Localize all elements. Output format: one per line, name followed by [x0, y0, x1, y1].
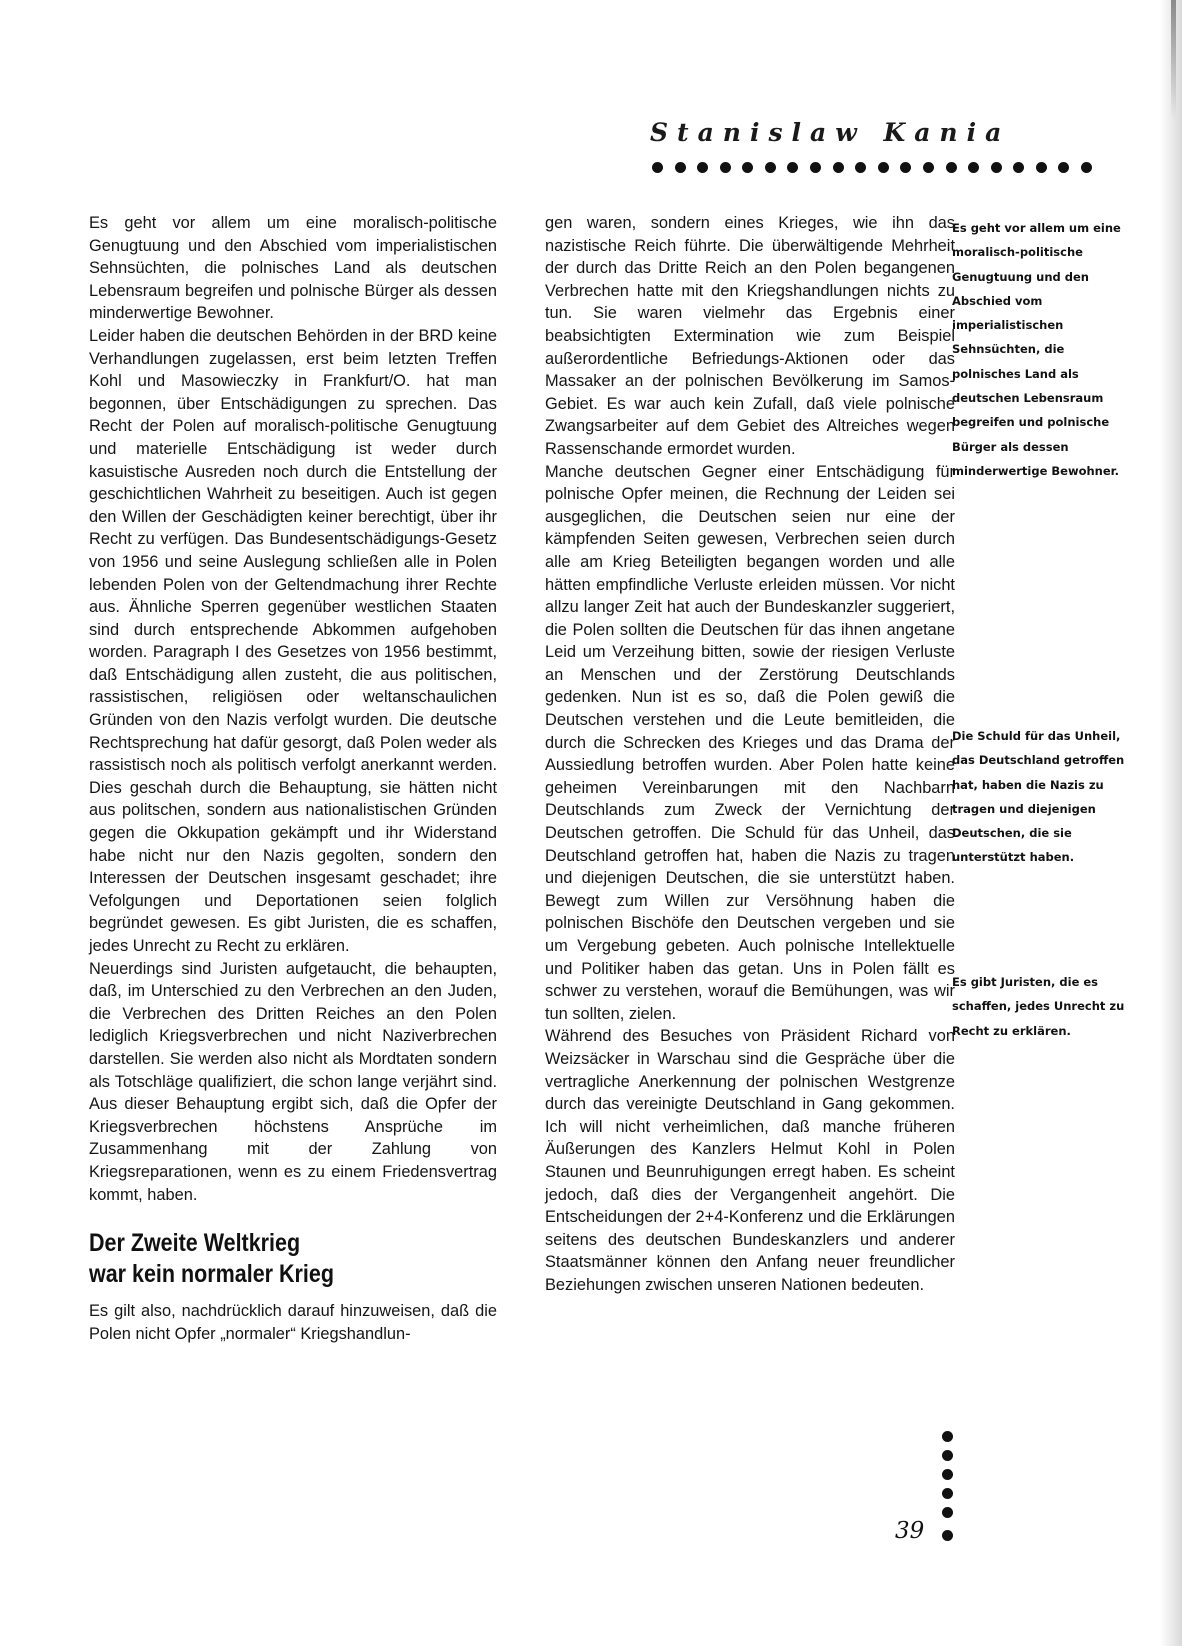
page-number-dot [942, 1530, 953, 1541]
page-edge-shadow [1160, 0, 1182, 1646]
pull-quote-2: Die Schuld für das Unheil, das Deutschland getroffen hat, haben die Nazis zu tragen und diejenigen Deutschen, die sie unterstützt haben. [952, 729, 1125, 865]
page-number: 39 [895, 1518, 925, 1544]
pull-quote-1: Es geht vor allem um eine moralisch-politische Genugtuung und den Abschied vom imperialistischen Sehnsüchten, die polnisches Land als deutschen Lebensraum begreifen und polnische Bürger als dessen minderwertige Bewohner. [952, 221, 1121, 478]
pull-quote-3: Es gibt Juristen, die es schaffen, jedes Unrecht zu Recht zu erklären. [952, 975, 1125, 1038]
dotted-rule [652, 160, 1092, 174]
body-paragraph: Neuerdings sind Juristen aufgetaucht, die behaupten, daß, im Unterschied zu den Verbrechen an den Juden, die Verbrechen des Dritten Reiches an den Polen lediglich Kriegsverbrechen und nicht Naziverbrechen darstellen. Sie werden also nicht als Mordtaten sondern als Totschläge qualifiziert, die schon lange verjährt sind. Aus dieser Behauptung ergibt sich, daß die Opfer der Kriegsverbrechen höchstens Ansprüche im Zusammenhang mit der Zahlung von Kriegsreparationen, wenn es zu einem Friedensvertrag kommt, haben. [89, 959, 497, 1204]
section-heading-line-2: war kein normaler Krieg [89, 1260, 334, 1289]
article-column-left [89, 212, 497, 1345]
section-heading [89, 1228, 493, 1290]
body-paragraph: Manche deutschen Gegner einer Entschädigung für polnische Opfer meinen, die Rechnung der Leiden sei ausgeglichen, die Deutschen seien nur eine der kämpfenden Seiten gewesen, Verbrechen seien durch alle am Krieg Beteiligten begangen worden und alle hätten empfindliche Verluste erleiden müssen. Vor nicht allzu langer Zeit hat auch der Bundeskanzler suggeriert, die Polen sollten die Deutschen für das ihnen angetane Leid um Verzeihung bitten, sowie der riesigen Verluste an Menschen und der Zerstörung Deutschlands gedenken. Nun ist es so, daß die Polen gewiß die Deutschen verstehen und die Leute bemitleiden, die durch die Schrecken des Krieges und das Drama der Aussiedlung betroffen wurden. Aber Polen hatte keine geheimen Vereinbarungen mit den Nachbarn Deutschlands zum Zweck der Vernichtung der Deutschen getroffen. Die Schuld für das Unheil, das Deutschland getroffen hat, haben die Nazis zu tragen und diejenigen Deutschen, die sie unterstützt haben. Bewegt zum Willen zur Versöhnung haben die polnischen Bischöfe den Deutschen vergeben und sie um Vergebung gebeten. Auch polnische Intellektuelle und Politiker haben das getan. Uns in Polen fällt es schwer zu verstehen, worauf die Bemühungen, was wir tun sollten, zielen. [545, 462, 955, 1023]
section-heading-line-1: Der Zweite Weltkrieg [89, 1229, 301, 1258]
body-paragraph: Leider haben die deutschen Behörden in der BRD keine Verhandlungen zugelassen, erst beim letzten Treffen Kohl und Masowieczky in Frankfurt/O. hat man begonnen, über Entschädigungen zu sprechen. Das Recht der Polen auf moralisch-politische Genugtuung und materielle Entschädigung ist weder durch kasuistische Ausreden noch durch die Entstellung der geschichtlichen Wahrheit zu beseitigen. Auch ist gegen den Willen der Geschädigten keiner berechtigt, über ihr Recht zu verfügen. Das Bundesentschädigungs-Gesetz von 1956 und seine Auslegung schließen alle in Polen lebenden Polen von der Geltendmachung ihrer Rechte aus. Ähnliche Sperren gegenüber westlichen Staaten sind durch entsprechende Abkommen aufgehoben worden. Paragraph I des Gesetzes von 1956 bestimmt, daß Entschädigung allen zusteht, die aus politischen, rassistischen, religiösen oder weltanschaulichen Gründen von den Nazis verfolgt wurden. Die deutsche Rechtsprechung hat dafür gesorgt, daß Polen weder als rassistisch noch als politisch verfolgt anerkannt werden. Dies geschah durch die Behauptung, sie hätten nicht aus politschen, sondern aus nationalistischen Gründen gegen die Okkupation gekämpft und ihr Widerstand habe nicht nur den Nazis gegolten, sondern den Interessen der Deutschen insgesamt geschadet; ihre Vefolgungen und Deportationen seien folglich begründet gewesen. Es gibt Juristen, die es schaffen, jedes Unrecht zu Recht zu erklären. [89, 326, 497, 955]
body-paragraph: Es gilt also, nachdrücklich darauf hinzuweisen, daß die Polen nicht Opfer „normaler“ Kriegshandlun- [89, 1302, 497, 1343]
body-paragraph: Während des Besuches von Präsident Richard von Weizsäcker in Warschau sind die Gespräche über die vertragliche Anerkennung der polnischen Westgrenze durch das vereinigte Deutschland in Gang gekommen. Ich will nicht verheimlichen, daß manche früheren Äußerungen des Kanzlers Helmut Kohl in Polen Staunen und Beunruhigungen erregt haben. Es scheint jedoch, daß dies der Vergangenheit angehört. Die Entscheidungen der 2+4-Konferenz und die Erklärungen seitens des deutschen Bundeskanzlers und anderer Staatsmänner können den Anfang neuer freundlicher Beziehungen zwischen unseren Nationen bedeuten. [545, 1027, 955, 1294]
author-name: Stanislaw Kania [650, 118, 1011, 147]
article-column-right [545, 212, 955, 1297]
decorative-dots [940, 1431, 954, 1518]
page-edge-streak [1171, 0, 1176, 120]
body-paragraph: gen waren, sondern eines Krieges, wie ihn das nazistische Reich führte. Die überwältigende Mehrheit der durch das Dritte Reich an den Polen begangenen Verbrechen hatte mit den Kriegshandlungen nichts zu tun. Sie waren vielmehr das Ergebnis einer beabsichtigten Extermination wie zum Beispiel außerordentliche Befriedungs-Aktionen oder das Massaker an der polnischen Bevölkerung im Samos-Gebiet. Es war auch kein Zufall, daß viele polnische Zwangsarbeiter auf dem Gebiet des Altreiches wegen Rassenschande ermordet wurden. [545, 214, 955, 458]
body-paragraph: Es geht vor allem um eine moralisch-politische Genugtuung und den Abschied vom imperialistischen Sehnsüchten, die polnisches Land als deutschen Lebensraum begreifen und polnische Bürger als dessen minderwertige Bewohner. [89, 214, 497, 323]
